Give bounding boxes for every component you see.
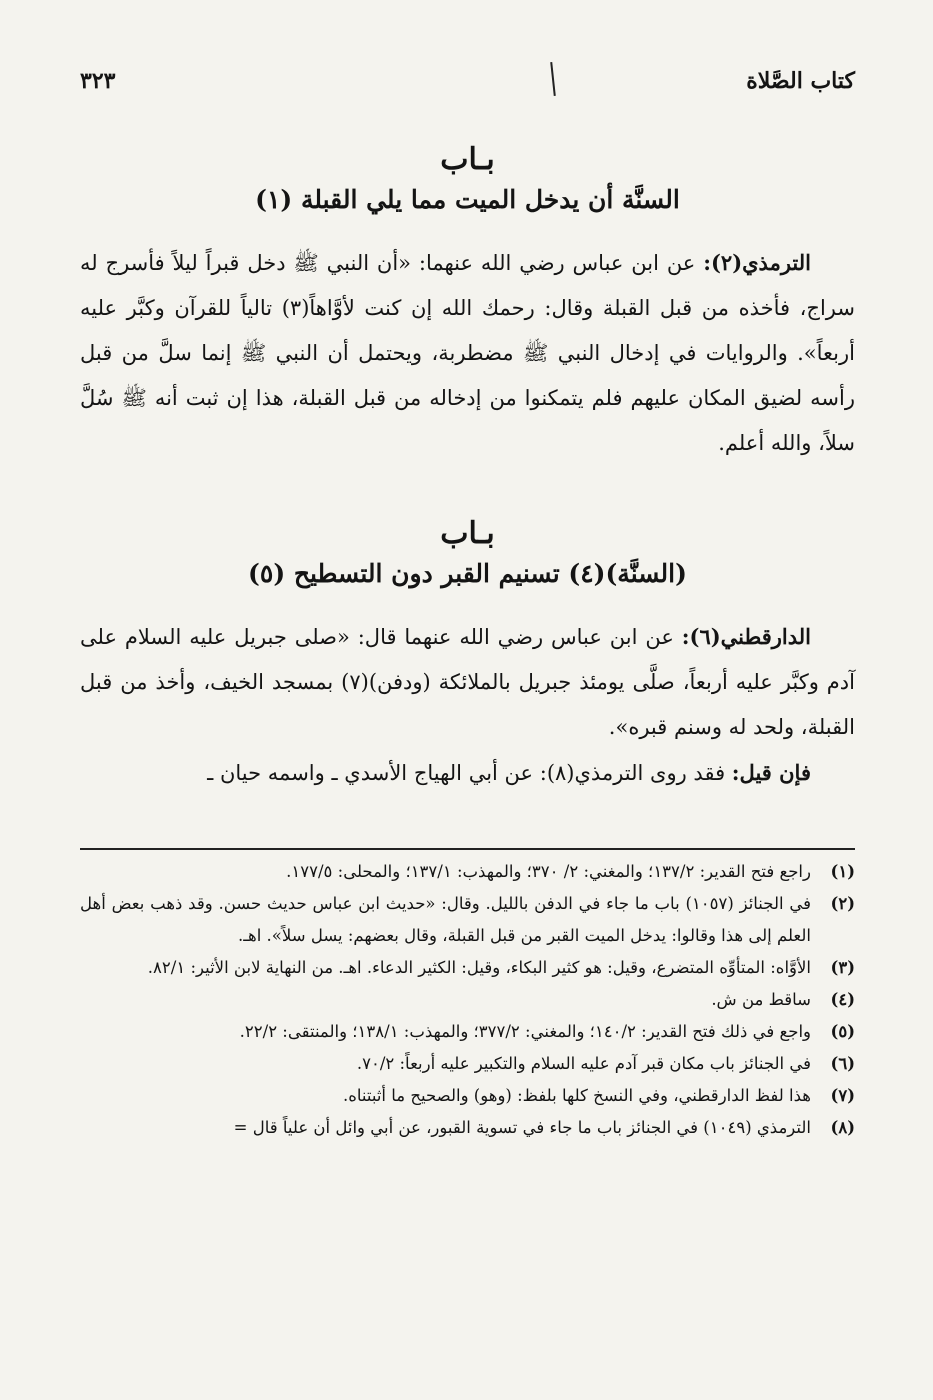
footnote-text: في الجنائز (١٠٥٧) باب ما جاء في الدفن بالليل. وقال: «حديث ابن عباس حديث حسن. وقد ذهب بعض أهل العلم إلى هذا وقالوا: يدخل الميت القبر من قبل القبلة، وقال بعضهم: يسل سلاً». اهـ. (80, 894, 811, 945)
footnote (80, 888, 855, 952)
chapter-heading: بـاب (440, 142, 495, 177)
footnote-number: (٥) (830, 1022, 855, 1041)
footnote-number: (٢) (830, 894, 855, 913)
footnote-number: (٨) (830, 1118, 855, 1137)
paragraph (80, 750, 855, 796)
chapter-heading: بـاب (440, 516, 495, 551)
footnote-number: (٧) (830, 1086, 855, 1105)
footnote-text: راجع فتح القدير: ١٣٧/٢؛ والمغني: ٢/ ٣٧٠؛ والمهذب: ١٣٧/١؛ والمحلى: ١٧٧/٥. (286, 862, 811, 881)
footnote (80, 1080, 855, 1112)
paragraph-lead: الترمذي(٢): (703, 250, 811, 275)
footnote-text: واجع في ذلك فتح القدير: ١٤٠/٢؛ والمغني: ٣٧٧/٢؛ والمهذب: ١٣٨/١؛ والمنتقى: ٢٢/٢. (239, 1022, 811, 1041)
footnote-text: الترمذي (١٠٤٩) في الجنائز باب ما جاء في تسوية القبور، عن أبي وائل أن علياً قال = (233, 1118, 811, 1137)
footnote-number: (٤) (830, 990, 855, 1009)
footnote-number: (٣) (830, 958, 855, 977)
book-title: كتاب الصَّلاة (746, 68, 855, 94)
page-number: ٣٢٣ (80, 68, 116, 94)
section-title: السنَّة أن يدخل الميت مما يلي القبلة (١) (255, 185, 680, 214)
footnote-text: في الجنائز باب مكان قبر آدم عليه السلام والتكبير عليه أربعاً: ٧٠/٢. (356, 1054, 811, 1073)
footnote (80, 952, 855, 984)
footnote-text: الأوَّاه: المتأوِّه المتضرع، وقيل: هو كثير البكاء، وقيل: الكثير الدعاء. اهـ. من النهاية لابن الأثير: ٨٢/١. (147, 958, 811, 977)
paragraph (80, 240, 855, 466)
footnote (80, 856, 855, 888)
paragraph-text: عن ابن عباس رضي الله عنهما: «أن النبي ﷺ دخل قبراً ليلاً فأسرج له سراج، فأخذه من قبل القبلة وقال: رحمك الله إن كنت لأوَّاهاً(٣) تالياً للقرآن وكبَّر عليه أربعاً». والروايات في إدخال النبي ﷺ مضطربة، ويحتمل أن النبي ﷺ إنما سلَّ من قبل رأسه لضيق المكان عليهم فلم يتمكنوا من إدخاله من قبل القبلة، هذا إن ثبت أنه ﷺ سُلَّ سلاً، والله أعلم. (80, 251, 855, 455)
paragraph (80, 614, 855, 750)
footnote-text: هذا لفظ الدارقطني، وفي النسخ كلها بلفظ: (وهو) والصحيح ما أثبتناه. (342, 1086, 811, 1105)
header-divider (550, 62, 556, 96)
footnote-number: (١) (830, 862, 855, 881)
footnotes (80, 856, 855, 1144)
footnote (80, 1112, 855, 1144)
paragraph-lead: فإن قيل: (731, 760, 811, 785)
paragraph-text: فقد روى الترمذي(٨): عن أبي الهياج الأسدي ـ واسمه حيان ـ (207, 761, 732, 785)
footnote-number: (٦) (830, 1054, 855, 1073)
footnote (80, 1016, 855, 1048)
section-title: (السنَّة)(٤) تسنيم القبر دون التسطيح (٥) (248, 559, 687, 588)
footnote-divider (80, 848, 855, 850)
footnote-text: ساقط من ش. (711, 990, 811, 1009)
paragraph-text: عن ابن عباس رضي الله عنهما قال: «صلى جبريل عليه السلام على آدم وكبَّر عليه أربعاً، صلَّى يومئذ جبريل بالملائكة (ودفن)(٧) بمسجد الخيف، وأخذ من قبل القبلة، ولحد له وسنم قبره». (80, 625, 855, 739)
footnote (80, 1048, 855, 1080)
paragraph-lead: الدارقطني(٦): (681, 624, 811, 649)
footnote (80, 984, 855, 1016)
page-header (80, 62, 855, 102)
main-text (80, 140, 855, 796)
